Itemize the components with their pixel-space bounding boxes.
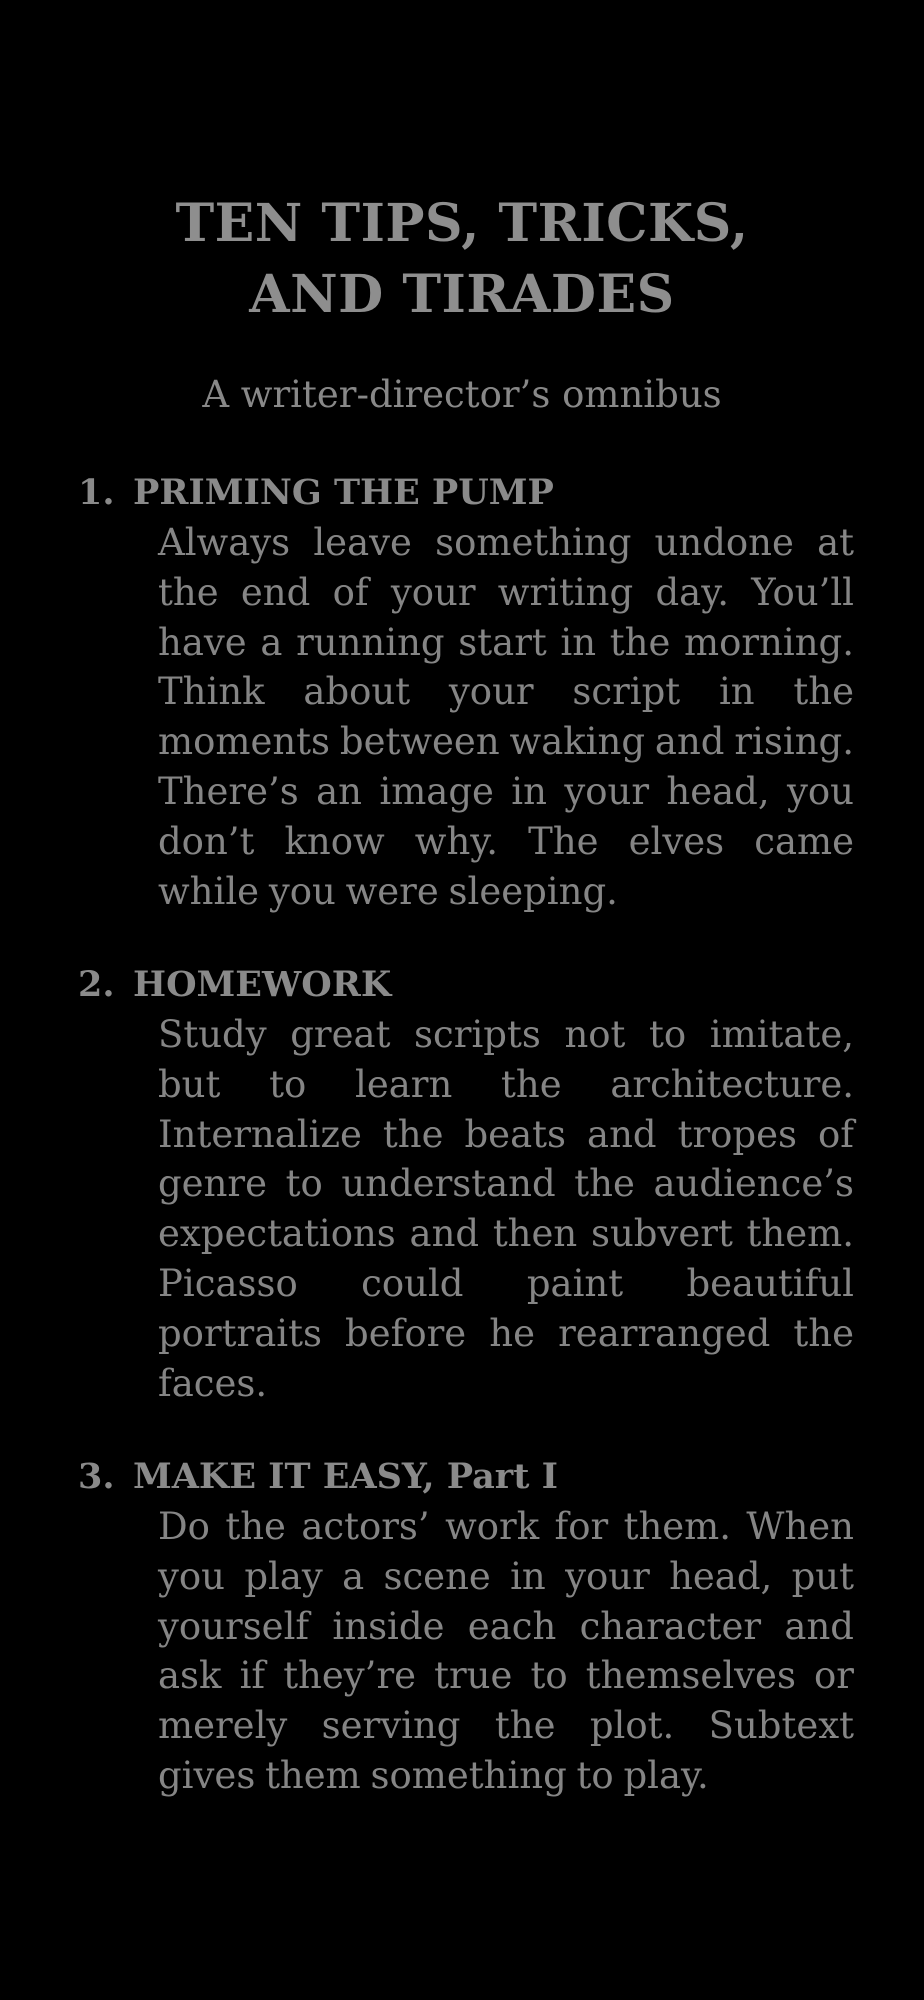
tip-heading: HOMEWORK [133, 964, 392, 1005]
tip-number: 2. [78, 964, 115, 1005]
document-subtitle: A writer-director’s omnibus [202, 373, 722, 416]
tip-heading: MAKE IT EASY, Part I [133, 1456, 558, 1497]
tip-number: 1. [78, 472, 115, 513]
tip-body: Always leave something undone at the end of your writing day. You’ll have a running start in the morning. Think about your script in the moments between waking and rising. There’s an image in your head, you don’t know why. The elves came while you were sleeping. [158, 521, 854, 913]
document-title: TEN TIPS, TRICKS, AND TIRADES [175, 193, 749, 325]
tip-body: Do the actors’ work for them. When you play a scene in your head, put yourself inside each character and ask if they’re true to themselves or merely serving the plot. Subtext gives them something to play. [158, 1505, 854, 1797]
tip-heading: PRIMING THE PUMP [133, 472, 554, 513]
tip-number: 3. [78, 1456, 115, 1497]
tip-body: Study great scripts not to imitate, but to learn the architecture. Internalize the beats and tropes of genre to understand the audience’s expectations and then subvert them. Picasso could paint beautiful portraits before he rearranged the faces. [158, 1013, 854, 1405]
